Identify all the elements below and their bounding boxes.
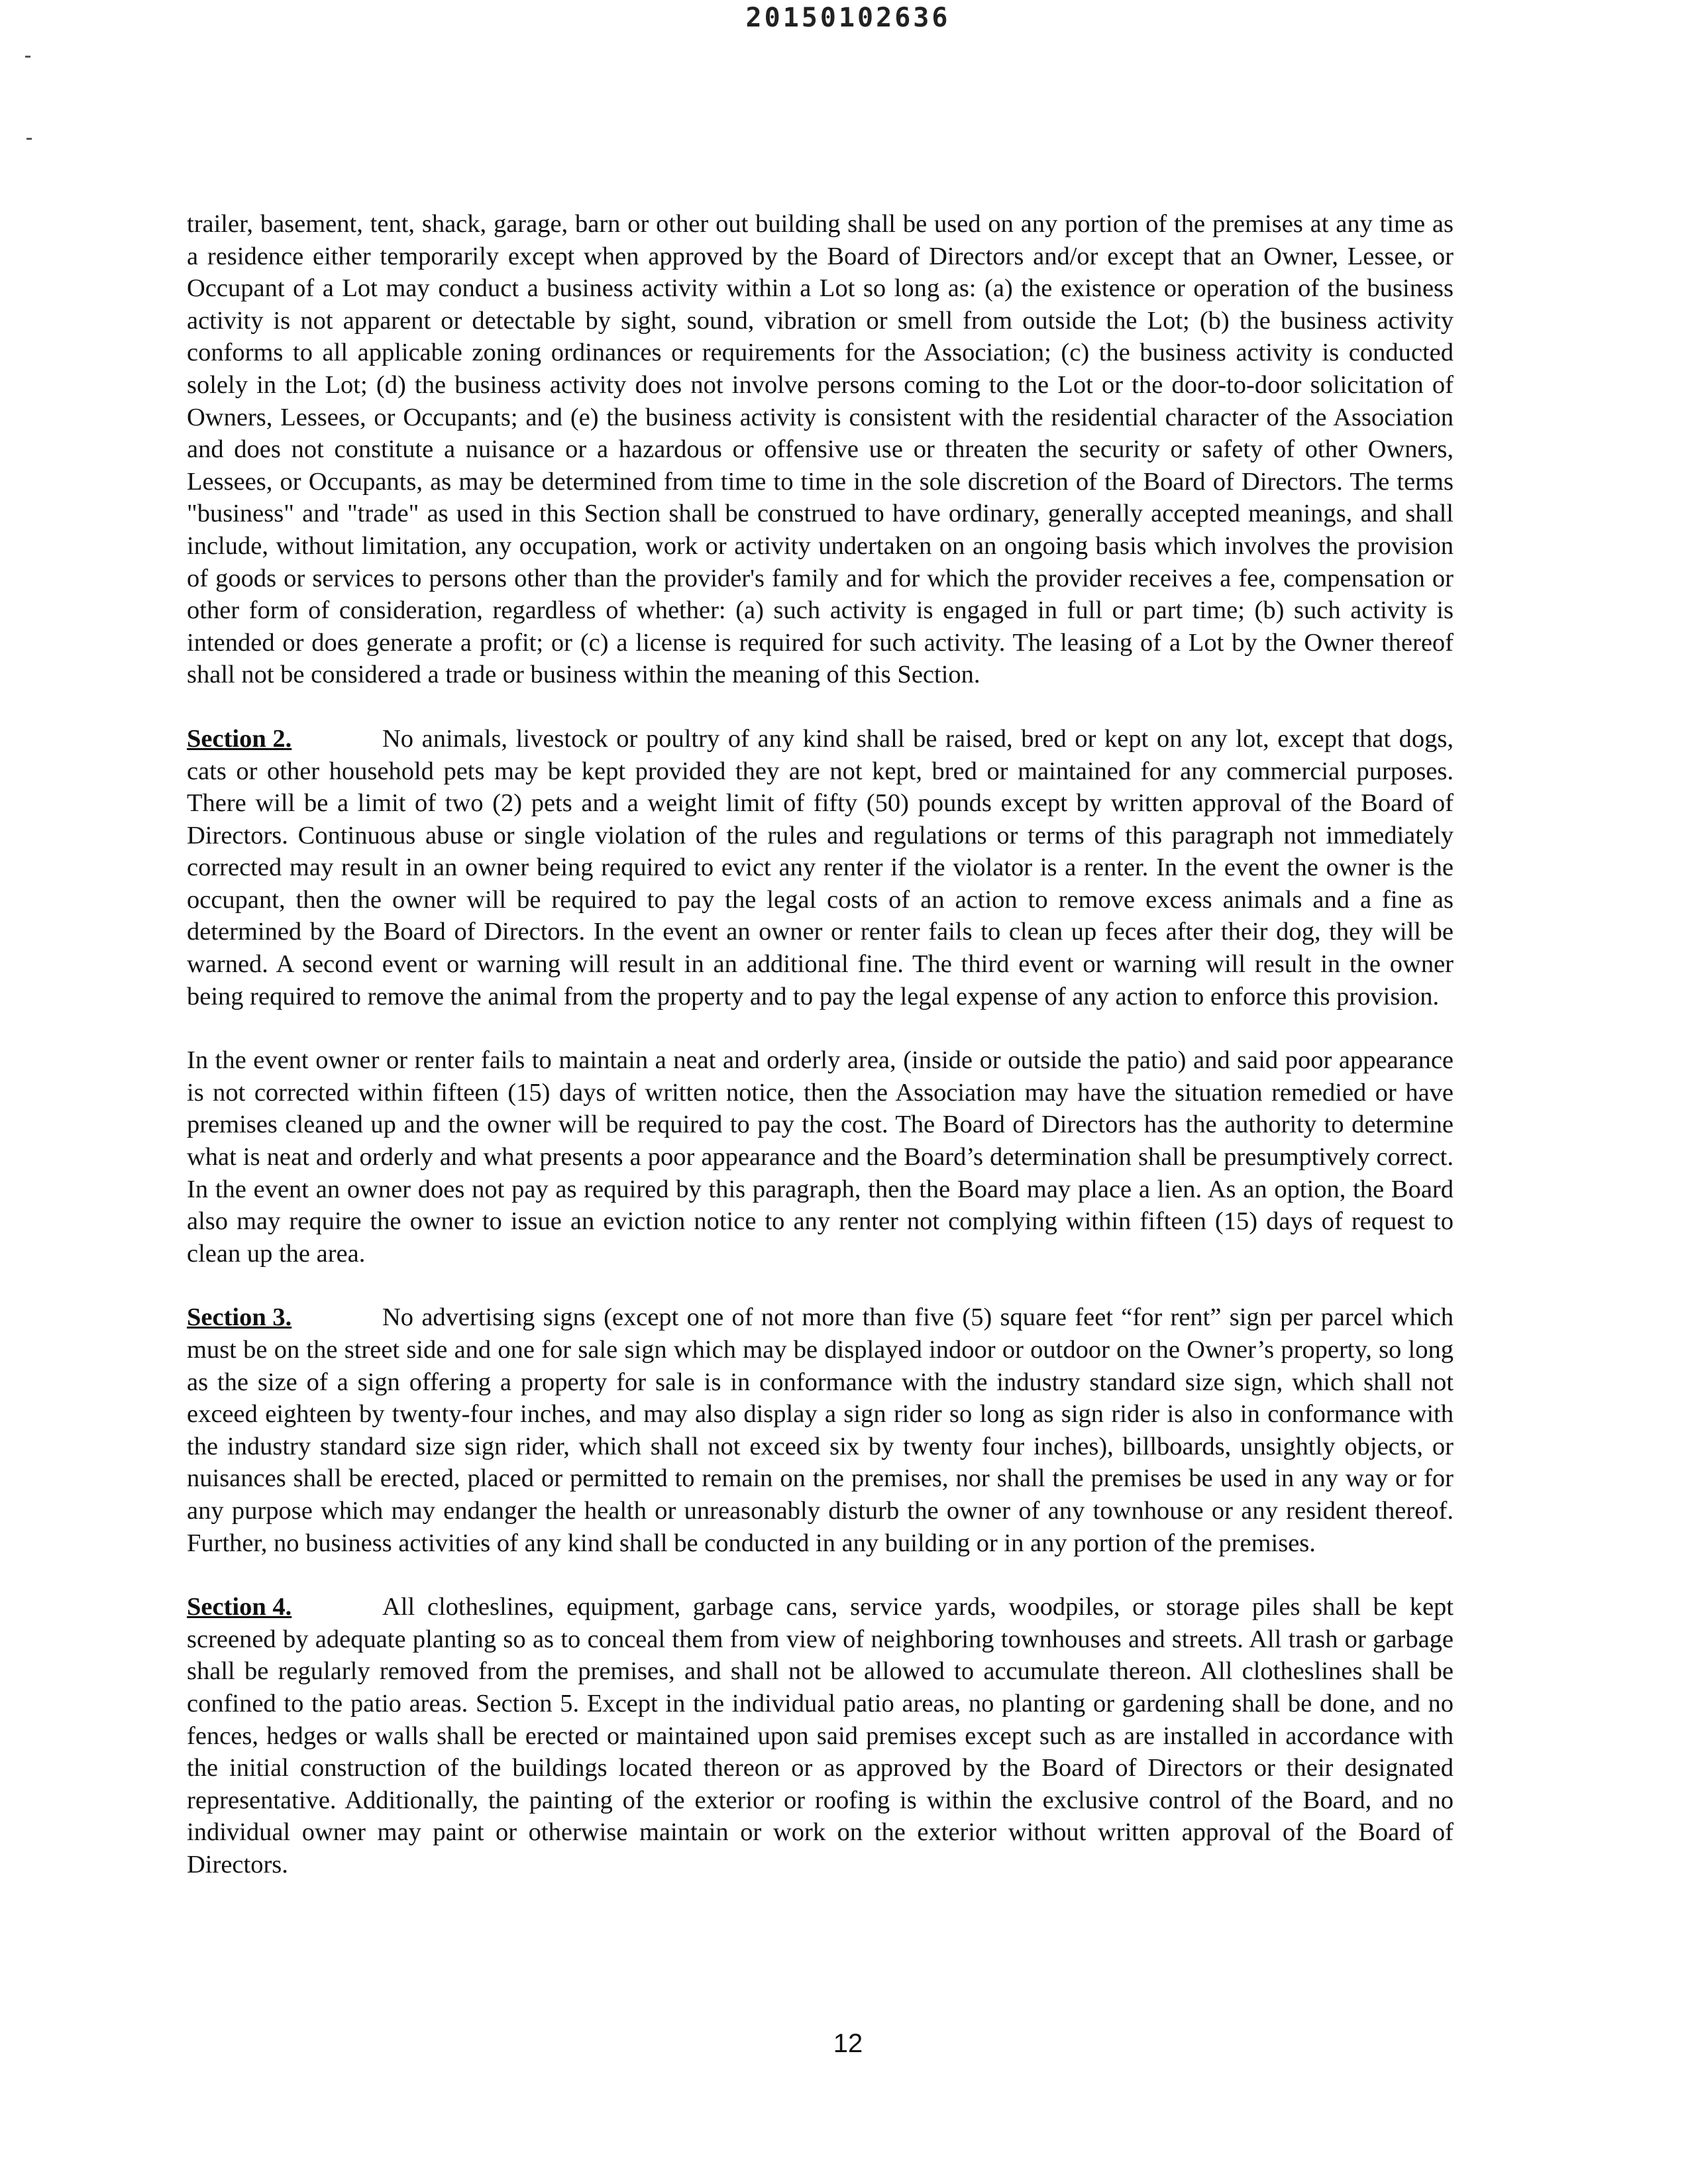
section-4-paragraph bbox=[187, 1591, 1454, 1881]
scan-speck bbox=[25, 56, 30, 58]
section-2-paragraph bbox=[187, 723, 1454, 1012]
paragraph-neat-area: In the event owner or renter fails to maintain a neat and orderly area, (inside or outside the patio) and said poor appearance is not corrected within fifteen (15) days of written notice, then the Association may have the situation remedied or have premises cleaned up and the owner will be required to pay the cost. The Board of Directors has the authority to determine what is neat and orderly and what presents a poor appearance and the Board’s determination shall be presumptively correct. In the event an owner does not pay as required by this paragraph, then the Board may place a lien. As an option, the Board also may require the owner to issue an eviction notice to any renter not complying within fifteen (15) days of request to clean up the area. bbox=[187, 1046, 1454, 1268]
section-3-heading: Section 3. bbox=[187, 1303, 292, 1332]
paragraph-continued: trailer, basement, tent, shack, garage, barn or other out building shall be used on any portion of the premises at any time as a residence either temporarily except when approved by the Board of Directors and/or except that an Owner, Lessee, or Occupant of a Lot may conduct a business activity within a Lot so long as: (a) the existence or operation of the business activity is not apparent or detectable by sight, sound, vibration or smell from outside the Lot; (b) the business activity conforms to all applicable zoning ordinances or requirements for the Association; (c) the business activity is conducted solely in the Lot; (d) the business activity does not involve persons coming to the Lot or the door-to-door solicitation of Owners, Lessees, or Occupants; and (e) the business activity is consistent with the residential character of the Association and does not constitute a nuisance or a hazardous or offensive use or threaten the security or safety of other Owners, Lessees, or Occupants, as may be determined from time to time in the sole discretion of the Board of Directors. The terms "business" and "trade" as used in this Section shall be construed to have ordinary, generally accepted meanings, and shall include, without limitation, any occupation, work or activity undertaken on an ongoing basis which involves the provision of goods or services to persons other than the provider's family and for which the provider receives a fee, compensation or other form of consideration, regardless of whether: (a) such activity is engaged in full or part time; (b) such activity is intended or does generate a profit; or (c) a license is required for such activity. The leasing of a Lot by the Owner thereof shall not be considered a trade or business within the meaning of this Section. bbox=[187, 210, 1454, 689]
section-2-heading: Section 2. bbox=[187, 724, 292, 753]
section-4-text: All clotheslines, equipment, garbage cans, service yards, woodpiles, or storage piles shall be kept screened by adequate planting so as to conceal them from view of neighboring townhouses and streets. All trash or garbage shall be regularly removed from the premises, and shall not be allowed to accumulate thereon. All clotheslines shall be confined to the patio areas. Section 5. Except in the individual patio areas, no planting or gardening shall be done, and no fences, hedges or walls shall be erected or maintained upon said premises except such as are installed in accordance with the initial construction of the buildings located thereon or as approved by the Board of Directors or their designated representative. Additionally, the painting of the exterior or roofing is within the exclusive control of the Board, and no individual owner may paint or otherwise maintain or work on the exterior without written approval of the Board of Directors. bbox=[187, 1593, 1454, 1879]
scan-speck bbox=[26, 138, 32, 140]
section-4-heading: Section 4. bbox=[187, 1593, 292, 1621]
section-3-paragraph bbox=[187, 1301, 1454, 1559]
page-number: 12 bbox=[833, 2029, 863, 2058]
section-2-text: No animals, livestock or poultry of any kind shall be raised, bred or kept on any lot, except that dogs, cats or other household pets may be kept provided they are not kept, bred or maintained for any commercial purposes. There will be a limit of two (2) pets and a weight limit of fifty (50) pounds except by written approval of the Board of Directors. Continuous abuse or single violation of the rules and regulations or terms of this paragraph not immediately corrected may result in an owner being required to evict any renter if the violator is a renter. In the event the owner is the occupant, then the owner will be required to pay the legal costs of an action to remove excess animals and a fine as determined by the Board of Directors. In the event an owner or renter fails to clean up feces after their dog, they will be warned. A second event or warning will result in an additional fine. The third event or warning will result in the owner being required to remove the animal from the property and to pay the legal expense of any action to enforce this provision. bbox=[187, 724, 1454, 1010]
section-3-text: No advertising signs (except one of not more than five (5) square feet “for rent” sign per parcel which must be on the street side and one for sale sign which may be displayed indoor or outdoor on the Owner’s property, so long as the size of a sign offering a property for sale is in conformance with the industry standard size sign, which shall not exceed eighteen by twenty-four inches, and may also display a sign rider so long as sign rider is also in conformance with the industry standard size sign rider, which shall not exceed six by twenty four inches), billboards, unsightly objects, or nuisances shall be erected, placed or permitted to remain on the premises, nor shall the premises be used in any way or for any purpose which may endanger the health or unreasonably disturb the owner of any townhouse or any resident thereof. Further, no business activities of any kind shall be conducted in any building or in any portion of the premises. bbox=[187, 1303, 1454, 1557]
document-number: 20150102636 bbox=[745, 3, 951, 33]
document-body bbox=[187, 208, 1454, 1913]
